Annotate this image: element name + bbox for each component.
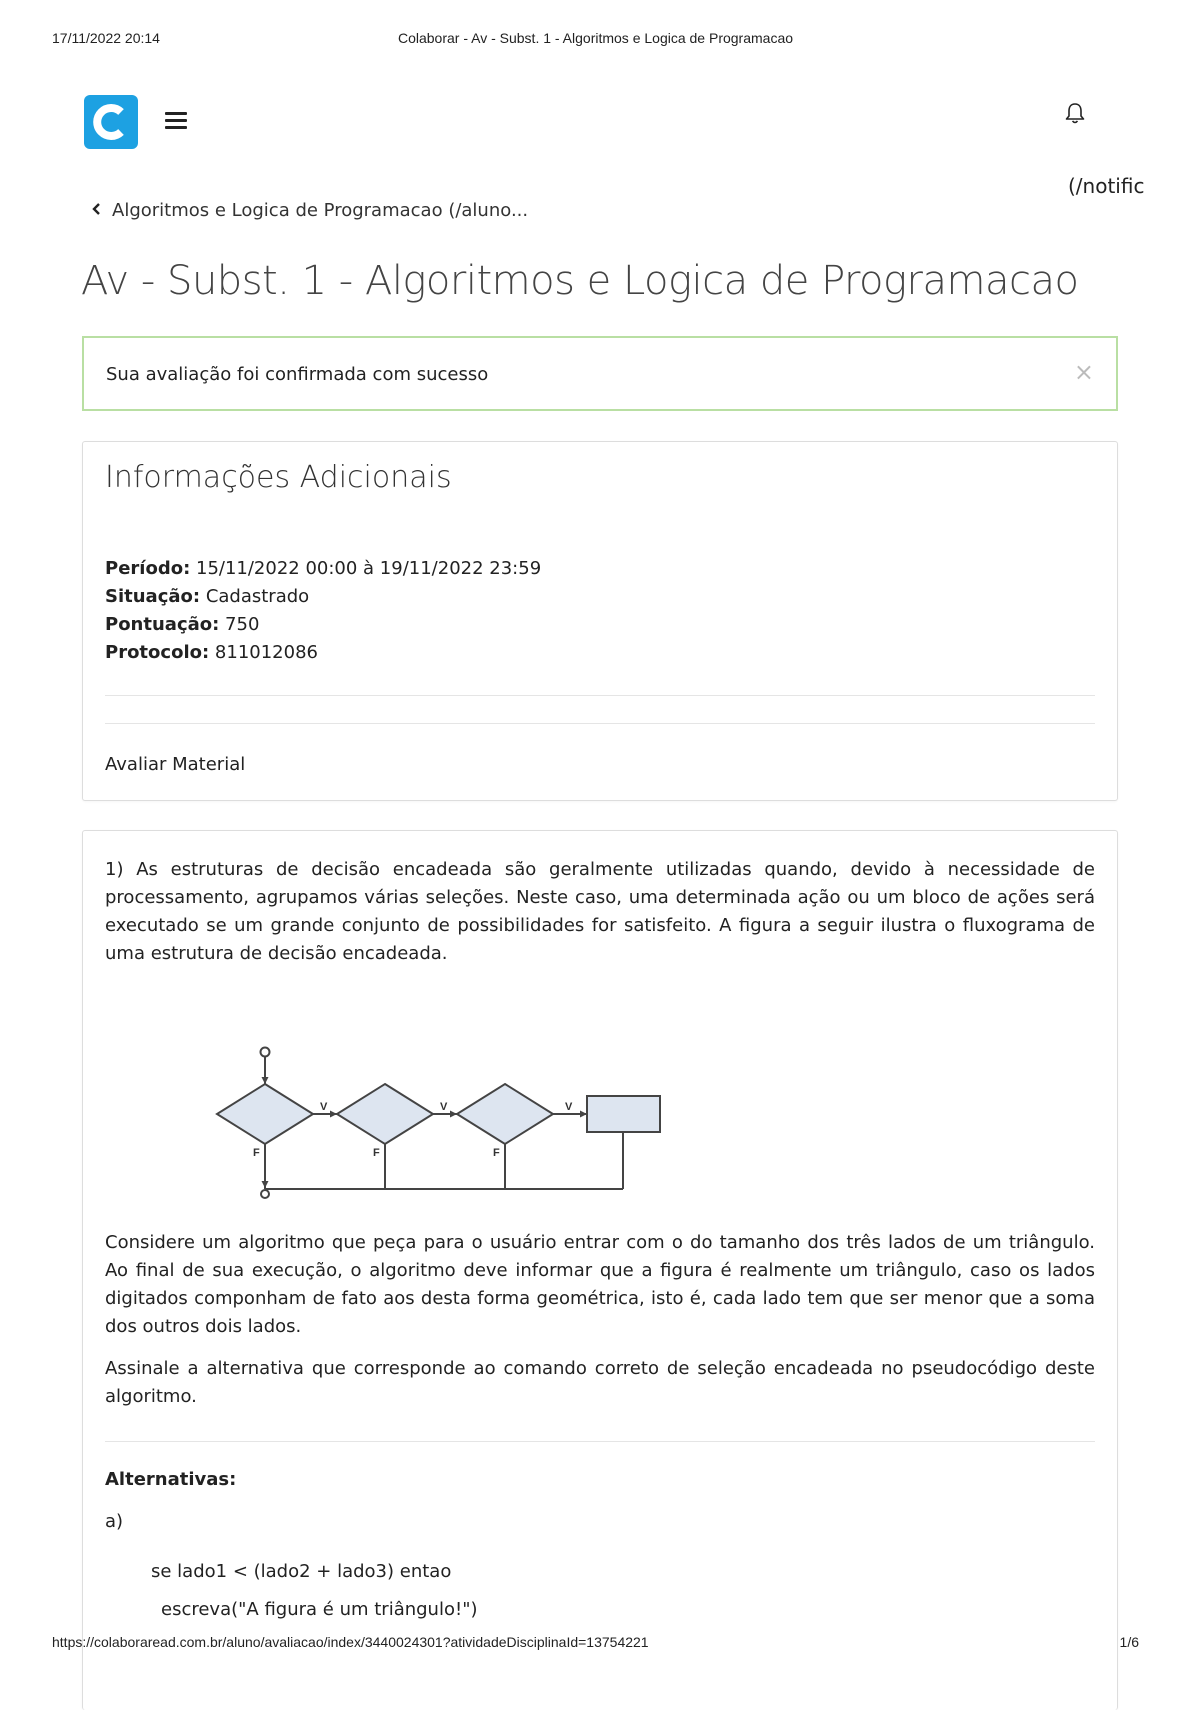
question-body: Considere um algoritmo que peça para o usuário entrar com o do tamanho dos três lados de um triângulo. Ao final de sua execução, o algoritmo deve informar que a figura é realmente um triângulo, caso os lados digitados componham de fato aos desta forma geométrica, isto é, cada lado tem que ser menor que a soma dos outros dois lados. [105,1232,1095,1337]
breadcrumb-label[interactable]: Algoritmos e Logica de Programacao (/aluno... [112,200,529,221]
flow-arrow [262,1181,269,1188]
page-title: Av - Subst. 1 - Algoritmos e Logica de Programacao [81,258,1079,304]
pontuacao-value: 750 [219,614,260,635]
periodo-value: 15/11/2022 00:00 à 19/11/2022 23:59 [190,558,542,579]
colaborar-logo-icon[interactable] [84,95,138,149]
notifications-link[interactable]: (/notific [1068,174,1145,198]
breadcrumb[interactable] [90,200,528,221]
pontuacao-row [105,611,541,639]
print-doc-title: Colaborar - Av - Subst. 1 - Algoritmos e Logica de Programacao [397,30,794,46]
question-card [82,830,1118,1710]
info-title: Informações Adicionais [105,460,452,495]
flow-false-label: F [373,1147,380,1159]
divider [105,723,1095,724]
print-header [52,30,1139,50]
flow-arrow [262,1077,269,1084]
print-timestamp: 17/11/2022 20:14 [52,30,160,46]
pontuacao-label: Pontuação: [105,614,220,635]
divider [105,1441,1095,1442]
nested-decision-flowchart [123,1034,723,1204]
protocolo-label: Protocolo: [105,642,210,663]
flow-true-label: V [440,1101,448,1113]
flow-true-label: V [565,1101,573,1113]
flow-decision-3 [457,1084,553,1144]
hamburger-menu-icon[interactable] [165,112,187,130]
flow-arrow [450,1111,457,1118]
flow-arrow [580,1111,587,1118]
alternatives-title: Alternativas: [105,1469,237,1490]
bell-icon[interactable] [1064,101,1086,125]
question-intro: 1) As estruturas de decisão encadeada são geralmente utilizadas quando, devido à necessidade de processamento, agrupamos várias seleções. Neste caso, uma determinada ação ou um bloco de ações será executado se um grande conjunto de possibilidades for satisfeito. A figura a seguir ilustra o fluxograma de uma estrutura de decisão encadeada. [105,859,1095,964]
print-page-number: 1/6 [1119,1634,1139,1650]
flow-decision-1 [217,1084,313,1144]
additional-info-card [82,441,1118,801]
protocolo-row [105,639,541,667]
avaliar-material-link[interactable]: Avaliar Material [105,754,246,775]
flow-false-label: F [253,1147,260,1159]
alert-message: Sua avaliação foi confirmada com sucesso [106,364,489,385]
situacao-row [105,583,541,611]
alternative-a-code-line: se lado1 < (lado2 + lado3) entao [151,1561,452,1582]
success-alert [82,336,1118,411]
flow-arrow [330,1111,337,1118]
divider [105,695,1095,696]
close-icon[interactable]: × [1073,358,1094,386]
flow-true-label: V [320,1101,328,1113]
question-prompt: Assinale a alternativa que corresponde ao comando correto de seleção encadeada no pseudocódigo deste algoritmo. [105,1358,1095,1407]
flow-decision-2 [337,1084,433,1144]
print-footer [52,1634,1139,1654]
alternative-a-letter[interactable]: a) [105,1511,124,1532]
flow-start-node [261,1048,270,1057]
chevron-left-icon [90,202,104,216]
situacao-value: Cadastrado [200,586,310,607]
alternative-a-code-line: escreva("A figura é um triângulo!") [161,1599,478,1620]
flow-end-node [261,1190,269,1198]
print-url: https://colaboraread.com.br/aluno/avaliacao/index/3440024301?atividadeDisciplinaId=13754221 [52,1634,649,1650]
periodo-row [105,555,541,583]
flow-false-label: F [493,1147,500,1159]
situacao-label: Situação: [105,586,201,607]
periodo-label: Período: [105,558,191,579]
flow-action-box [587,1096,660,1132]
info-fields [105,555,541,667]
protocolo-value: 811012086 [209,642,318,663]
